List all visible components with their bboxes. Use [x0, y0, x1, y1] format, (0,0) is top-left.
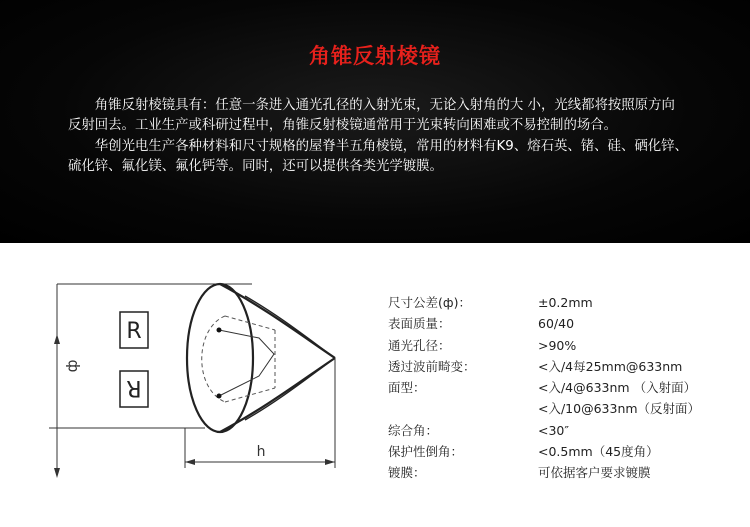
spec-row-wavefront-distortion: [388, 356, 700, 377]
spec-value: 60/40: [538, 316, 575, 332]
spec-row-size-tolerance: [388, 292, 700, 313]
ray-entry-dot: [217, 328, 222, 333]
spec-row-combined-angle: [388, 420, 700, 441]
spec-value: ±0.2mm: [538, 295, 593, 310]
diameter-symbol: ф: [63, 359, 81, 373]
r-letter-block: [120, 312, 148, 348]
ray-exit-dot: [217, 394, 222, 399]
spec-label: 通光孔径：: [388, 337, 451, 353]
spec-value: <入/4@633nm （入射面）: [538, 380, 697, 396]
spec-value: 可依据客户要求镀膜: [538, 465, 651, 481]
intro-paragraph-1: 角锥反射棱镜具有：任意一条进入通光孔径的入射光束，无论入射角的大 小，光线都将按照原方向反射回去。工业生产或科研过程中，角锥反射棱镜通常用于光束转向困难或不易控制的场合。: [68, 98, 675, 134]
prism-body: [187, 284, 335, 432]
length-label: h: [256, 444, 266, 460]
spec-label: 尺寸公差(ф)：: [388, 295, 471, 310]
intro-paragraph-2: 华创光电生产各种材料和尺寸规格的屋脊半五角棱镜，常用的材料有K9、熔石英、锗、硅、硒化锌、硫化锌、氟化镁、氟化钙等。同时，还可以提供各类光学镀膜。: [68, 138, 688, 174]
header-banner: [0, 0, 750, 243]
prism-diagram: [45, 268, 345, 488]
r-letter-mirrored-block: [120, 371, 148, 407]
intro-text: [68, 96, 688, 177]
letter-r-mirrored: R: [126, 375, 142, 400]
spec-row-surface-quality: [388, 313, 700, 334]
spec-label: 透过波前畸变：: [388, 358, 476, 374]
spec-row-surface-figure: [388, 377, 700, 398]
spec-value: <入/4每25mm@633nm: [538, 358, 683, 374]
spec-label: 面型：: [388, 380, 426, 396]
spec-label: 保护性倒角：: [388, 444, 464, 460]
letter-r-front: R: [126, 319, 142, 344]
spec-value: >90%: [538, 337, 577, 353]
spec-row-surface-figure-reflect: [388, 398, 700, 419]
spec-row-clear-aperture: [388, 335, 700, 356]
spec-label: 镀膜：: [388, 465, 426, 481]
spec-value: <0.5mm（45度角）: [538, 444, 659, 460]
spec-value: <30″: [538, 422, 570, 438]
spec-table: [388, 292, 700, 484]
spec-row-protective-chamfer: [388, 441, 700, 462]
spec-label: 综合角：: [388, 422, 439, 438]
spec-value: <入/10@633nm（反射面）: [538, 401, 701, 417]
page-title: 角锥反射棱镜: [309, 44, 441, 68]
spec-label: 表面质量：: [388, 316, 451, 332]
spec-row-coating: [388, 462, 700, 483]
